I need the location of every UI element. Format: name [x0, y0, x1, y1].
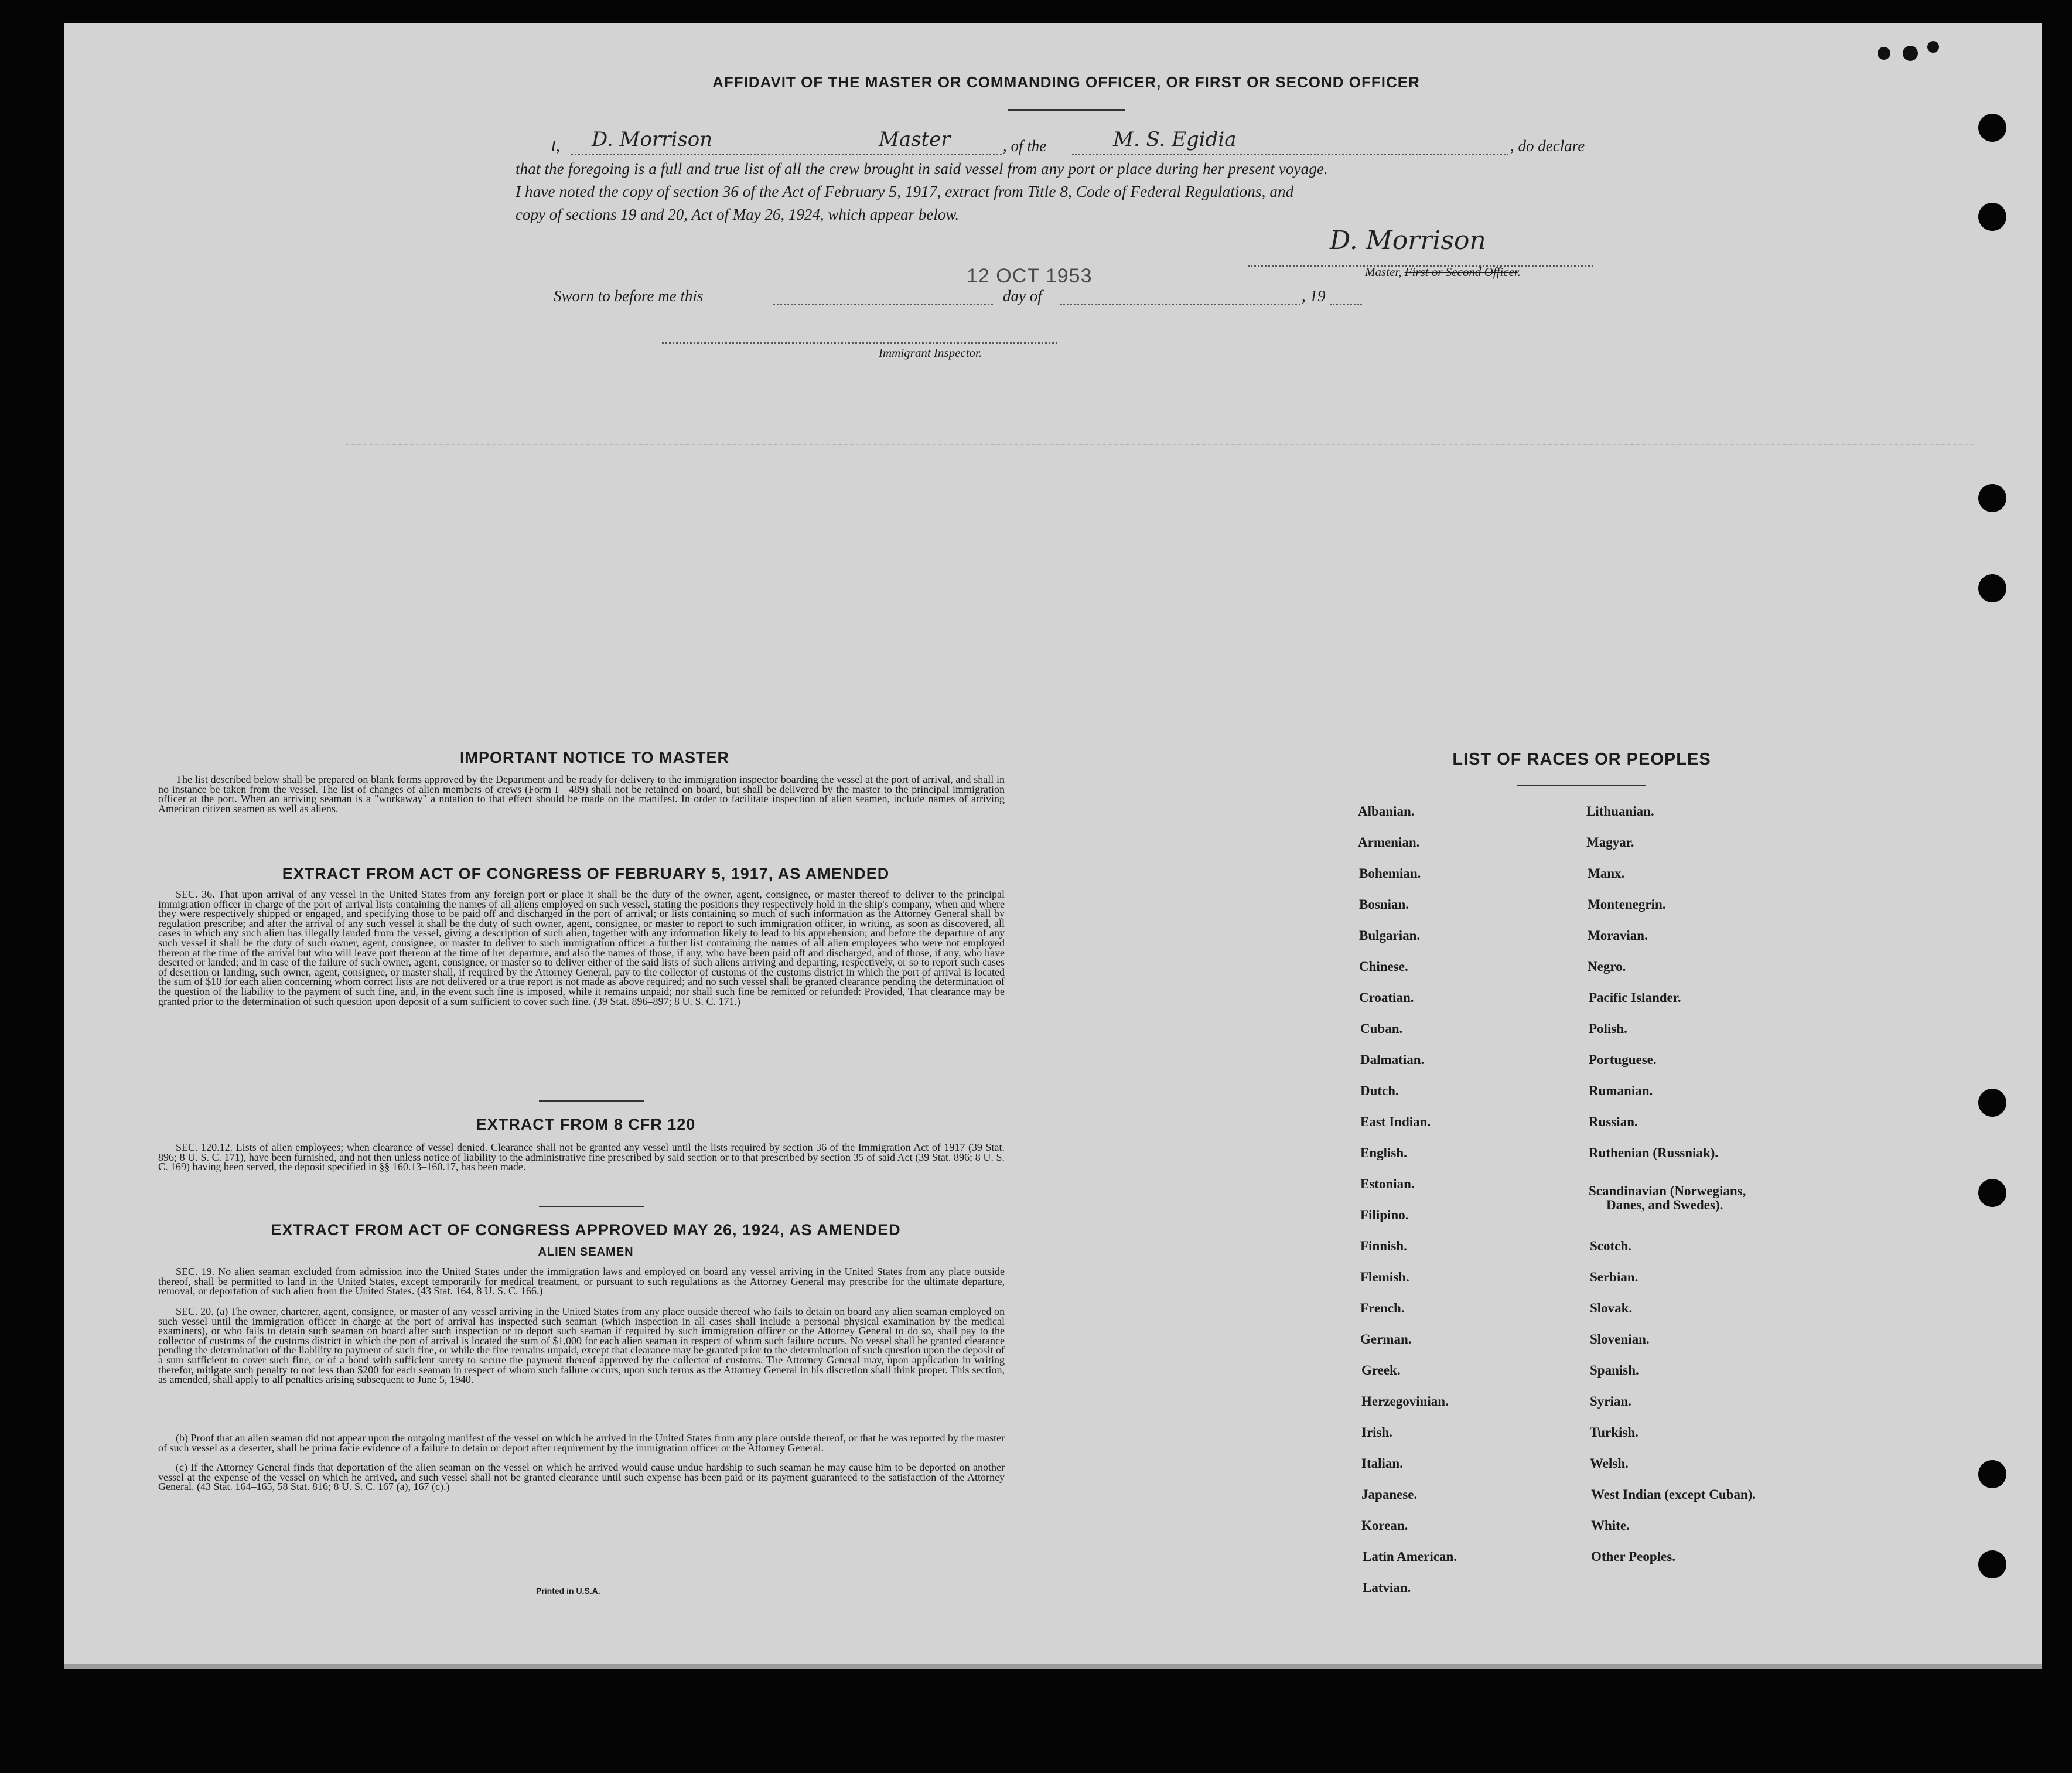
race-item: French.	[1360, 1301, 1405, 1315]
race-item: East Indian.	[1360, 1114, 1431, 1129]
race-item: Bulgarian.	[1359, 928, 1421, 943]
race-item: Scandinavian (Norwegians,	[1589, 1184, 1746, 1198]
punch-hole	[1978, 1179, 2006, 1207]
ink-blot	[1878, 47, 1890, 60]
act-1924-title: EXTRACT FROM ACT OF CONGRESS APPROVED MAY 26, 1924, AS AMENDED	[271, 1221, 901, 1239]
race-item: Syrian.	[1590, 1394, 1631, 1409]
page-edge	[64, 1664, 2042, 1669]
cfr-120-body: SEC. 120.12. Lists of alien employees; when clearance of vessel denied. Clearance shall not be granted any vessel until the lists required by section 36 of the Immigration Act of 1917 (39 Stat. 896; 8 U. S. C. 171), have been furnished, and not then unless notice of liability to the administrative fine prescribed by said section or to that prescribed by section 35 of said Act (39 Stat. 896; 8 U. S. C. 169) having been served, the deposit specified in §§ 160.13–160.17, has been made.	[158, 1141, 1005, 1173]
signature-label-master: Master,	[1365, 265, 1402, 279]
day-of-label: day of	[1003, 287, 1042, 305]
race-item: Irish.	[1361, 1425, 1393, 1440]
race-item: Rumanian.	[1589, 1083, 1653, 1098]
race-item: Portuguese.	[1589, 1052, 1657, 1067]
handwritten-position: Master	[879, 128, 951, 151]
declaration-line: copy of sections 19 and 20, Act of May 26, 1924, which appear below.	[516, 206, 960, 223]
handwritten-name: D. Morrison	[592, 128, 713, 151]
race-item: Korean.	[1361, 1518, 1408, 1533]
sworn-label: Sworn to before me this	[554, 287, 704, 305]
race-item: Turkish.	[1590, 1425, 1639, 1440]
race-item: Estonian.	[1360, 1177, 1415, 1191]
race-item: Russian.	[1589, 1114, 1638, 1129]
handwritten-vessel: M. S. Egidia	[1113, 128, 1237, 151]
signature-caption	[1365, 265, 1521, 279]
race-item: Finnish.	[1360, 1239, 1407, 1253]
race-item: Herzegovinian.	[1361, 1394, 1449, 1409]
sworn-month-line	[1060, 304, 1300, 305]
of-the-label: , of the	[1003, 137, 1047, 155]
race-item: Magyar.	[1586, 835, 1634, 850]
cfr-120-title: EXTRACT FROM 8 CFR 120	[476, 1116, 696, 1133]
act-1924-sec19: SEC. 19. No alien seaman excluded from admission into the United States under the immigration laws and employed on board any vessel arriving in the United States from any place outside thereof, shall be permitted to land in the United States, except temporarily for medical treatment, or pursuant to such regulations as the Attorney General may prescribe for the ultimate departure, removal, or deportation of such alien from the United States. (43 Stat. 164, 8 U. S. C. 166.)	[158, 1266, 1005, 1297]
master-signature: D. Morrison	[1330, 226, 1486, 255]
year-label: , 19	[1302, 287, 1326, 305]
race-item: Ruthenian (Russniak).	[1589, 1145, 1719, 1160]
vessel-fill-line	[1072, 154, 1508, 155]
races-title: LIST OF RACES OR PEOPLES	[1452, 750, 1711, 769]
punch-hole	[1978, 203, 2006, 231]
race-item: Negro.	[1588, 959, 1626, 974]
act-1917-title: EXTRACT FROM ACT OF CONGRESS OF FEBRUARY 5, 1917, AS AMENDED	[282, 865, 890, 882]
sworn-day-line	[773, 304, 993, 305]
alien-seamen-subtitle: ALIEN SEAMEN	[538, 1246, 634, 1259]
notice-body: The list described below shall be prepared on blank forms approved by the Department and be ready for delivery to the immigration inspector boarding the vessel at the port of arrival, and shall in no instance be taken from the vessel. The list of changes of alien members of crews (Form I—489) shall not be retained on board, but shall be delivered by the master to the principal immigration officer at the port. When an arriving seaman is a "workaway" a notation to that effect should be made on the manifest. In order to facilitate inspection of alien seamen, include names of arriving American citizen seamen as well as aliens.	[158, 773, 1005, 814]
punch-hole	[1978, 1460, 2006, 1488]
race-item: Latvian.	[1363, 1580, 1411, 1595]
section-rule	[539, 1100, 644, 1102]
race-item: White.	[1591, 1518, 1630, 1533]
affidavit-i-label: I,	[551, 137, 560, 155]
race-item: German.	[1360, 1332, 1412, 1346]
section-rule	[539, 1206, 644, 1207]
notice-title: IMPORTANT NOTICE TO MASTER	[460, 749, 729, 766]
act-1924-sec20b: (b) Proof that an alien seaman did not appear upon the outgoing manifest of the vessel on which he arrived in the United States from any place outside thereof, or that he was reported by the master of such vessel as a deserter, shall be prima facie evidence of a failure to detain or deport after requirement by the immigration officer or the Attorney General.	[158, 1432, 1005, 1454]
race-item: Dutch.	[1360, 1083, 1399, 1098]
race-item: Spanish.	[1590, 1363, 1639, 1378]
race-item: Croatian.	[1359, 990, 1414, 1005]
race-item: Albanian.	[1358, 804, 1415, 819]
race-item: English.	[1360, 1145, 1407, 1160]
race-item: Japanese.	[1361, 1487, 1418, 1502]
race-item: Slovak.	[1590, 1301, 1633, 1315]
declaration-line: I have noted the copy of section 36 of the Act of February 5, 1917, extract from Title 8, Code of Federal Regulations, and	[516, 183, 1294, 200]
race-item: Dalmatian.	[1360, 1052, 1425, 1067]
race-item: Lithuanian.	[1586, 804, 1654, 819]
race-item: Armenian.	[1358, 835, 1420, 850]
do-declare-label: , do declare	[1510, 137, 1585, 155]
name-fill-line	[571, 154, 1002, 155]
race-item: Slovenian.	[1590, 1332, 1650, 1346]
race-item: Pacific Islander.	[1589, 990, 1681, 1005]
race-item: Filipino.	[1360, 1208, 1409, 1222]
inspector-line	[662, 342, 1057, 344]
act-1917-body: SEC. 36. That upon arrival of any vessel in the United States from any foreign port or place it shall be the duty of the owner, agent, consignee, or master thereof to deliver to the principal immigration officer in charge of the port of arrival lists containing the names of all aliens employed on such vessel, stating the positions they respectively hold in the ship's company, when and where they were respectively shipped or engaged, and specifying those to be paid off and discharged in the port of arrival; or lists containing so much of such information as the Attorney General shall by regulation prescribe; and after the arrival of any such vessel it shall be the duty of such owner, agent, consignee, or master to report to such immigration officer, in writing, as soon as discovered, all cases in which any such alien has illegally landed from the vessel, giving a description of such alien, together with any information likely to lead to his apprehension; and before the departure of any such vessel it shall be the duty of such owner, agent, consignee, or master to deliver to such immigration officer a further list containing the names of all alien employees who were not employed thereon at the time of the arrival but who will leave port thereon at the time of her departure, and also the names of those, if any, who have been paid off and discharged, and of those, if any, who have deserted or landed; and in case of the failure of such owner, agent, consignee, or master so to deliver either of the said lists of such aliens arriving and departing, respectively, or so to report such cases of desertion or landing, such owner, agent, consignee, or master shall, if required by the Attorney General, pay to the collector of customs of the customs district in which the port of arrival is located the sum of $10 for each alien concerning whom correct lists are not delivered or a true report is not made as above required; and no such vessel shall be granted clearance pending the determination of the question of the liability to the payment of such fine, and, in the event such fine is imposed, while it remains unpaid; nor shall such fine be remitted or refunded: Provided, That clearance may be granted prior to the determination of such question upon deposit of a sum sufficient to cover such fine. (39 Stat. 896–897; 8 U. S. C. 171.)	[158, 888, 1005, 1007]
punch-hole	[1978, 574, 2006, 602]
punch-hole	[1978, 484, 2006, 512]
declaration-line: that the foregoing is a full and true list of all the crew brought in said vessel from any port or place during her present voyage.	[516, 160, 1329, 178]
race-item: Manx.	[1588, 866, 1625, 881]
date-stamp: 12 OCT 1953	[967, 265, 1093, 287]
race-item: West Indian (except Cuban).	[1591, 1487, 1756, 1502]
race-item: Welsh.	[1590, 1456, 1629, 1471]
race-item: Cuban.	[1360, 1021, 1403, 1036]
ink-blot	[1927, 41, 1939, 53]
race-item: Latin American.	[1363, 1549, 1457, 1564]
race-item: Danes, and Swedes).	[1606, 1198, 1723, 1212]
sworn-year-line	[1330, 304, 1362, 305]
act-1924-sec20a: SEC. 20. (a) The owner, charterer, agent, consignee, or master of any vessel arriving in the United States from any place outside thereof who fails to detain on board any alien seaman employed on such vessel until the immigration officer in charge at the port of arrival has inspected such seaman (which inspection in all cases shall include a personal physical examination by the medical examiners), or who fails to detain such seaman on board after such inspection or to deport such seaman if required by such immigration officer or the Attorney General to do so, shall pay to the collector of customs of the customs district in which the port of arrival is located the sum of $1,000 for each alien seaman in respect of whom such failure occurs. No vessel shall be granted clearance pending the determination of the liability to payment of such fine, or while the fine remains unpaid, except that clearance may be granted prior to the determination of such question upon the deposit of a sum sufficient to cover such fine, or of a bond with sufficient surety to secure the payment thereof approved by the collector of customs. The Attorney General may, upon application in writing therefor, mitigate such penalty to not less than $200 for each seaman in respect of whom such failure occurs, upon such terms as the Attorney General in his discretion shall think proper. This section, as amended, shall apply to all penalties arising subsequent to June 5, 1940.	[158, 1305, 1005, 1386]
ink-blot	[1903, 46, 1918, 61]
race-item: Bosnian.	[1359, 897, 1409, 912]
race-item: Flemish.	[1360, 1270, 1409, 1284]
race-item: Other Peoples.	[1591, 1549, 1675, 1564]
race-item: Moravian.	[1588, 928, 1648, 943]
signature-label-struck: First or Second Officer	[1404, 265, 1518, 279]
races-title-rule	[1517, 785, 1646, 786]
punch-hole	[1978, 114, 2006, 142]
race-item: Scotch.	[1590, 1239, 1631, 1253]
inspector-label: Immigrant Inspector.	[879, 346, 982, 360]
punch-hole	[1978, 1089, 2006, 1117]
punch-hole	[1978, 1550, 2006, 1578]
race-item: Polish.	[1589, 1021, 1627, 1036]
printed-in-usa: Printed in U.S.A.	[536, 1586, 600, 1595]
race-item: Greek.	[1361, 1363, 1401, 1378]
race-item: Chinese.	[1359, 959, 1408, 974]
faint-divider	[346, 444, 1974, 445]
title-rule	[1008, 109, 1125, 111]
race-item: Italian.	[1361, 1456, 1403, 1471]
act-1924-sec20c: (c) If the Attorney General finds that deportation of the alien seaman on the vessel on which he arrived would cause undue hardship to such seaman he may cause him to be deported on another vessel at the expense of the vessel on which he arrived, and such vessel shall not be granted clearance until such expense has been paid or its payment guaranteed to the satisfaction of the Attorney General. (43 Stat. 164–165, 58 Stat. 816; 8 U. S. C. 167 (a), 167 (c).)	[158, 1461, 1005, 1493]
race-item: Montenegrin.	[1588, 897, 1666, 912]
race-item: Serbian.	[1590, 1270, 1639, 1284]
signature-label-end: .	[1517, 265, 1521, 279]
affidavit-title: AFFIDAVIT OF THE MASTER OR COMMANDING OFFICER, OR FIRST OR SECOND OFFICER	[712, 73, 1420, 91]
race-item: Bohemian.	[1359, 866, 1421, 881]
